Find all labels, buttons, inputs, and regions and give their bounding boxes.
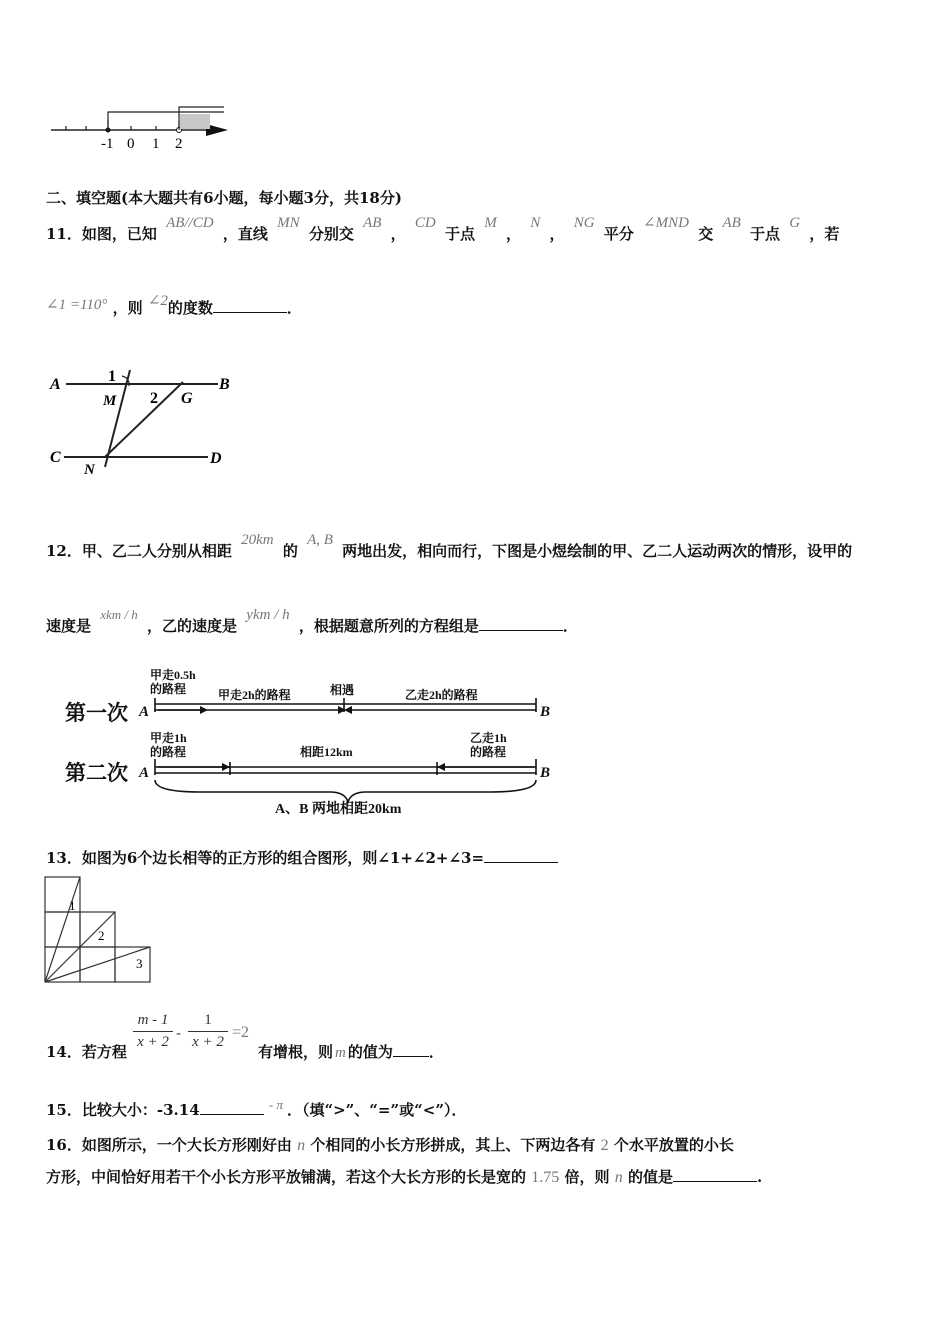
answer-blank [479,616,563,631]
math: 1.75 [531,1169,560,1186]
gap-12km-label: 相距12km [300,745,353,759]
fraction-denominator: x + 2 [137,1034,169,1050]
angle-label-1: 1 [108,368,116,385]
answer-blank [213,298,287,313]
q14-minus: - [176,1024,182,1042]
math: xkm / h [100,607,138,622]
angle-label-2: 2 [98,928,105,943]
point-label-G: G [181,390,193,407]
angle-label-1: 1 [69,898,76,913]
q16-line-2: 方形，中间恰好用若干个小长方形平放铺满，若这个大长方形的长是宽的 1.75 倍，则 n 的值是 . [46,1168,763,1186]
math: G [789,215,801,231]
q11-line-2: ∠1 =110° ，则 ∠2的度数 ． [46,293,302,317]
math: CD [414,215,436,231]
angle-label-3: 3 [136,956,143,971]
q15-line: 15．比较大小：-3.14 - π ．（填“>”、“=”或“<”）． [46,1097,467,1119]
jia-1h-label-1: 甲走1h [150,731,187,745]
math: MN [277,215,300,231]
math: m [335,1045,346,1061]
q11-line-1: 11．如图，已知 AB//CD ，直线 MN 分别交 AB ， CD 于点 M ， N ， NG 平分 ∠MND 交 AB 于点 G ，若 [46,215,840,243]
yi-1h-label-1: 乙走1h [470,731,507,745]
math: ∠1 =110° [46,297,108,313]
math: n [297,1137,306,1154]
point-label-N: N [84,462,95,478]
math: A, B [307,532,333,548]
math: AB [722,215,741,231]
total-distance-label: A、B 两地相距20km [275,802,402,817]
jia-2h-label: 甲走2h的路程 [218,688,291,702]
point-A-second: A [139,765,150,781]
point-label-A: A [50,376,61,393]
yi-2h-label: 乙走2h的路程 [405,688,478,702]
point-label-C: C [50,449,61,466]
q12-figure [60,662,580,827]
tick-label: 2 [175,136,183,152]
math: n [614,1169,623,1186]
q14-equals: =2 [232,1024,250,1041]
point-A-first: A [139,704,150,720]
answer-blank [393,1042,429,1057]
jia-1h-label-2: 的路程 [150,745,187,759]
math: N [530,215,541,231]
math: 20km [241,532,274,548]
q14-fraction-1 [133,1012,173,1051]
q14-prefix: 14．若方程 [46,1043,127,1061]
jia-05h-label-2: 的路程 [150,682,187,696]
math: 2 [600,1137,609,1154]
fraction-denominator: x + 2 [192,1034,224,1050]
tick-label: -1 [101,136,114,152]
q14-fraction-2 [188,1012,228,1051]
math: ∠2 [147,293,168,309]
q13-line: 13．如图为6个边长相等的正方形的组合图形，则∠1+∠2+∠3= [46,847,558,868]
math: ykm / h [246,607,290,623]
section-title: 二、填空题(本大题共有6小题，每小题3分，共18分) [46,189,402,207]
q16-line-1: 16．如图所示，一个大长方形刚好由 n 个相同的小长方形拼成，其上、下两边各有 2 个水平放置的小长 [46,1136,734,1154]
first-trip-label: 第一次 [65,701,128,725]
math: M [484,215,497,231]
answer-blank [200,1100,264,1115]
second-trip-label: 第二次 [65,761,128,785]
point-label-B: B [219,376,230,393]
yi-1h-label-2: 的路程 [470,745,507,759]
math: AB//CD [166,215,214,231]
tick-label: 0 [127,136,135,152]
point-B-second: B [540,765,551,781]
point-label-M: M [103,393,117,409]
number-line-figure [46,100,246,155]
math: ∠MND [643,215,689,231]
angle-label-2: 2 [150,390,158,407]
jia-05h-label-1: 甲走0.5h [150,668,196,682]
q12-line-1: 12．甲、乙二人分别从相距 20km 的 A, B 两地出发，相向而行，下图是小煜绘制的甲、乙二人运动两次的情形，设甲的 [46,532,853,560]
answer-blank [484,848,558,863]
q13-figure [44,876,156,986]
q14-suffix: 有增根，则 m 的值为 ． [258,1043,444,1061]
tick-label: 1 [152,136,160,152]
fraction-numerator: 1 [204,1012,212,1028]
fraction-numerator: m - 1 [137,1012,169,1028]
answer-blank [673,1167,757,1182]
meet-label: 相遇 [330,683,355,697]
math: AB [363,215,382,231]
math: - π [268,1097,283,1112]
point-B-first: B [540,704,551,720]
q12-line-2: 速度是 xkm / h ，乙的速度是 ykm / h ，根据题意所列的方程组是 ． [46,607,578,635]
math: NG [573,215,595,231]
q11-figure [48,362,233,487]
point-label-D: D [210,450,222,467]
